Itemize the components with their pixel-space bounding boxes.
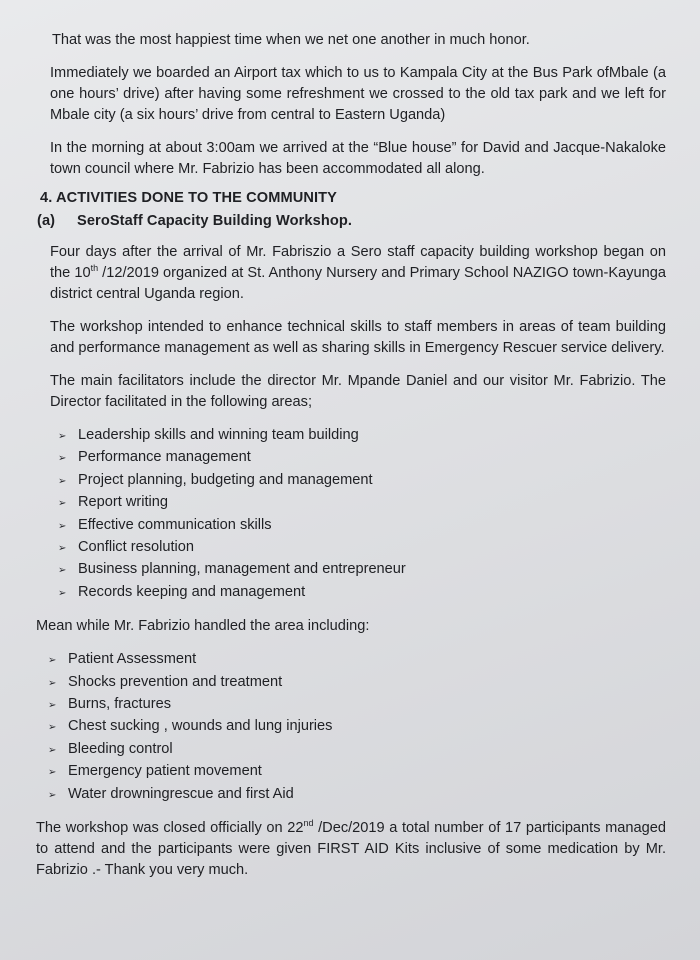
arrow-bullet-icon: ➢ <box>48 767 57 779</box>
list-item-text: Project planning, budgeting and management <box>78 471 373 488</box>
list-item-text: Water drowningrescue and first Aid <box>68 785 294 802</box>
arrow-bullet-icon: ➢ <box>48 655 57 667</box>
date-suffix-th: th <box>90 263 99 274</box>
list-item <box>58 492 666 514</box>
list-item <box>48 739 666 761</box>
paragraph-facilitators: The main facilitators include the director Mr. Mpande Daniel and our visitor Mr. Fabrizio. The Director facilitated in the following areas; <box>50 373 666 410</box>
paragraph-closing <box>36 818 666 881</box>
director-areas-list <box>58 425 666 604</box>
list-item <box>48 649 666 671</box>
subsection-title: SeroStaff Capacity Building Workshop. <box>77 213 353 229</box>
list-item-text: Emergency patient movement <box>68 763 262 780</box>
list-item <box>48 761 666 783</box>
list-item <box>58 582 666 604</box>
list-item <box>48 694 666 716</box>
list-item <box>58 447 666 469</box>
list-item <box>48 672 666 694</box>
list-item-text: Chest sucking , wounds and lung injuries <box>68 718 333 735</box>
paragraph-happiest-time: That was the most happiest time when we net one another in much honor. <box>52 32 530 48</box>
list-item-text: Report writing <box>78 494 169 511</box>
date-suffix-nd: nd <box>303 818 314 829</box>
list-item-text: Business planning, management and entrepreneur <box>78 561 406 578</box>
arrow-bullet-icon: ➢ <box>58 520 67 532</box>
list-item <box>58 537 666 559</box>
list-item-text: Shocks prevention and treatment <box>68 673 283 690</box>
paragraph-arrival: In the morning at about 3:00am we arrived at the “Blue house” for David and Jacque-Nakaloke town council where Mr. Fabrizio has been accommodated all along. <box>50 140 666 177</box>
list-item <box>58 470 666 492</box>
list-item <box>58 559 666 581</box>
arrow-bullet-icon: ➢ <box>58 475 67 487</box>
arrow-bullet-icon: ➢ <box>48 700 57 712</box>
workshop-start-text-cont: /12/2019 organized at St. Anthony Nursery and Primary School NAZIGO town-Kayunga district central Uganda region. <box>50 265 666 302</box>
closing-text-cont: /Dec/2019 a total number of 17 participants managed to attend and the participants were given FIRST AID Kits inclusive of some medication by Mr. Fabrizio .- Thank you very much. <box>36 820 666 879</box>
list-item-text: Burns, fractures <box>68 696 172 713</box>
list-item-text: Records keeping and management <box>78 583 306 600</box>
list-item-text: Patient Assessment <box>68 651 197 668</box>
list-item <box>48 784 666 806</box>
list-item-text: Bleeding control <box>68 740 173 757</box>
arrow-bullet-icon: ➢ <box>48 744 57 756</box>
subsection-heading <box>37 211 666 232</box>
fabrizio-areas-list <box>48 649 666 806</box>
closing-text: The workshop was closed officially on 22 <box>36 820 304 837</box>
list-item <box>58 425 666 447</box>
arrow-bullet-icon: ➢ <box>58 543 67 555</box>
list-item-text: Leadership skills and winning team building <box>78 427 359 443</box>
arrow-bullet-icon: ➢ <box>48 677 57 689</box>
arrow-bullet-icon: ➢ <box>58 453 67 465</box>
paragraph-workshop-start <box>50 242 666 305</box>
list-item-text: Conflict resolution <box>78 539 194 556</box>
arrow-bullet-icon: ➢ <box>58 565 67 577</box>
list-item <box>58 515 666 537</box>
list-item-text: Performance management <box>78 449 251 466</box>
arrow-bullet-icon: ➢ <box>48 722 57 734</box>
list-item-text: Effective communication skills <box>78 516 272 533</box>
arrow-bullet-icon: ➢ <box>58 431 67 442</box>
list-item <box>48 716 666 738</box>
workshop-start-text: Four days after the arrival of Mr. Fabriszio a Sero staff capacity building workshop began on the 10 <box>50 244 666 281</box>
arrow-bullet-icon: ➢ <box>58 587 67 599</box>
arrow-bullet-icon: ➢ <box>58 498 67 510</box>
paragraph-workshop-intent: The workshop intended to enhance technical skills to staff members in areas of team building and performance management as well as sharing skills in Emergency Rescuer service delivery. <box>50 319 666 356</box>
paragraph-fabrizio-areas: Mean while Mr. Fabrizio handled the area including: <box>36 618 370 635</box>
section-heading: 4. ACTIVITIES DONE TO THE COMMUNITY <box>40 190 338 206</box>
subsection-number: (a) <box>37 213 56 229</box>
paragraph-airport-travel: Immediately we boarded an Airport tax which to us to Kampala City at the Bus Park ofMbale (a one hours’ drive) after having some refreshment we crossed to the old tax park and we left for Mbale city (a six hours’ drive from central to Eastern Uganda) <box>50 65 666 123</box>
arrow-bullet-icon: ➢ <box>48 789 57 801</box>
